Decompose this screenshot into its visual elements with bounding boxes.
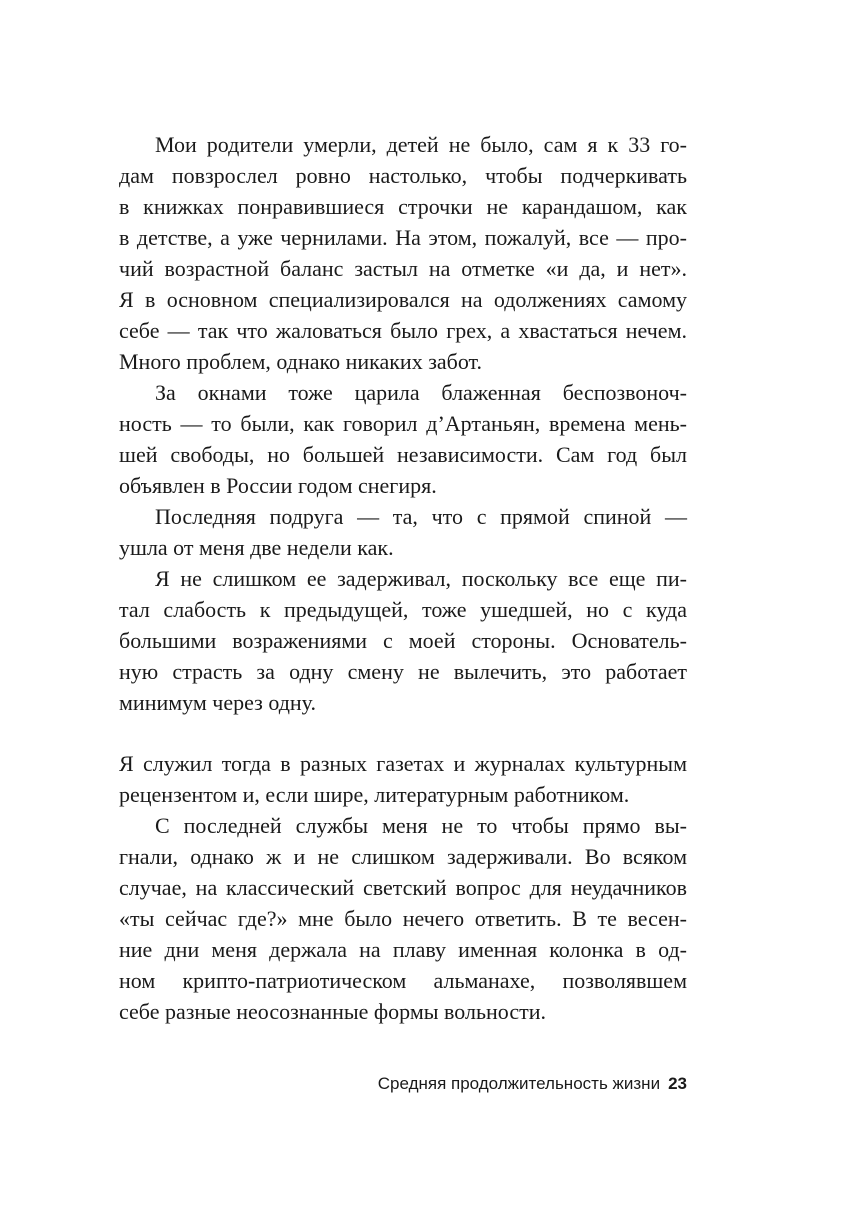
text-line: ность — то были, как говорил д’Артаньян, времена мень- [119, 411, 687, 436]
page-footer [300, 1070, 687, 1098]
text-line: Последняя подруга — та, что с прямой спиной — [155, 504, 687, 529]
text-line: ушла от меня две недели как. [119, 535, 394, 560]
text-line: Я не слишком ее задерживал, поскольку все еще пи- [155, 566, 687, 591]
text-line: случае, на классический светский вопрос для неудачников [119, 875, 687, 900]
text-line: ную страсть за одну смену не вылечить, это работает [119, 659, 687, 684]
text-line: шей свободы, но большей независимости. Сам год был [119, 442, 687, 467]
text-line: Мои родители умерли, детей не было, сам я к 33 го- [155, 132, 687, 157]
running-title: Средняя продолжительность жизни [377, 1074, 661, 1093]
page-number: 23 [668, 1074, 687, 1093]
text-line: За окнами тоже царила блаженная беспозвоноч- [155, 380, 687, 405]
text-line: Я в основном специализировался на одолжениях самому [119, 287, 687, 312]
text-line: в детстве, а уже чернилами. На этом, пожалуй, все — про- [119, 225, 687, 250]
text-line: дам повзрослел ровно настолько, чтобы подчеркивать [119, 163, 687, 188]
text-line: ном крипто-патриотическом альманахе, позволявшем [119, 968, 687, 993]
text-line: рецензентом и, если шире, литературным работником. [119, 782, 630, 807]
text-line: «ты сейчас где?» мне было нечего ответить. В те весен- [119, 906, 687, 931]
text-line: Много проблем, однако никаких забот. [119, 349, 483, 374]
text-line: в книжках понравившиеся строчки не карандашом, как [119, 194, 687, 219]
text-line: себе разные неосознанные формы вольности. [119, 999, 546, 1024]
text-line: минимум через одну. [119, 690, 316, 715]
text-line: Я служил тогда в разных газетах и журналах культурным [119, 751, 687, 776]
text-line: тал слабость к предыдущей, тоже ушедшей, но с куда [119, 597, 687, 622]
text-line: себе — так что жаловаться было грех, а хвастаться нечем. [119, 318, 687, 343]
text-line: ние дни меня держала на плаву именная колонка в од- [119, 937, 687, 962]
text-line: объявлен в России годом снегиря. [119, 473, 437, 498]
text-line: чий возрастной баланс застыл на отметке «и да, и нет». [119, 256, 687, 281]
text-line: С последней службы меня не то чтобы прямо вы- [155, 813, 687, 838]
text-line: гнали, однако ж и не слишком задерживали. Во всяком [119, 844, 687, 869]
text-line: большими возражениями с моей стороны. Основатель- [119, 628, 687, 653]
